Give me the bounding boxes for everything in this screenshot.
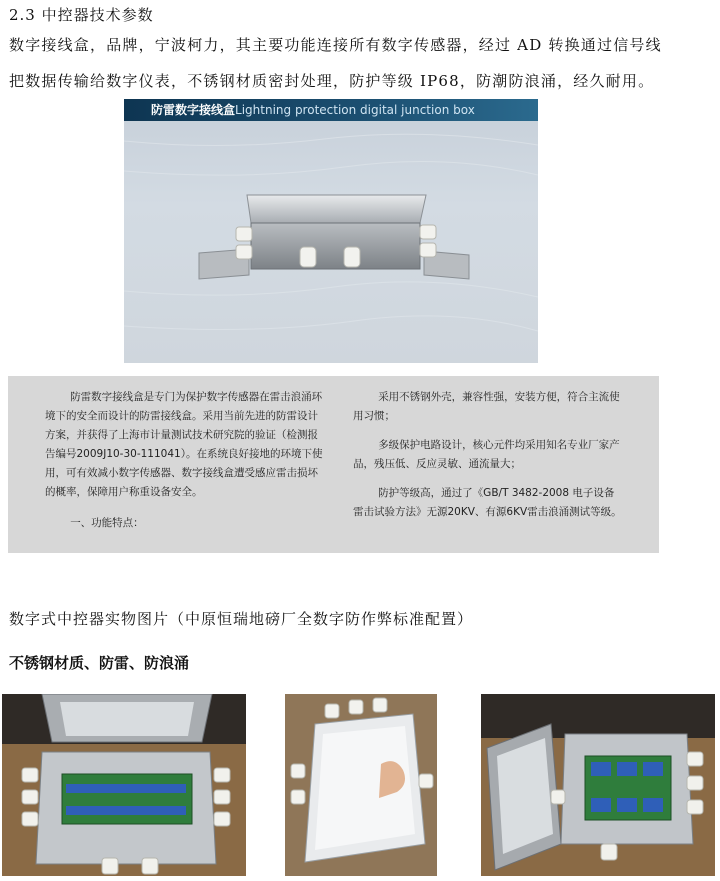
feature-item-1: 采用不锈钢外壳，兼容性强，安装方便，符合主流使用习惯； [353,391,620,422]
description-paragraph: 防雷数字接线盒是专门为保护数字传感器在雷击浪涌环境下的安全而设计的防雷接线盒。采用当前先进的防雷设计方案，并获得了上海市计量测试技术研究院的验证（检测报告编号2009J10-30-111041）。在系统良好接地的环境下使用，可有效减小数字传感器、数字接线盒遭受感应雷击损坏的概率，保障用户称重设备安全。 [45,391,323,498]
photo-open-junction-box [2,694,246,876]
feature-item-3: 防护等级高，通过了《GB/T 3482-2008 电子设备雷击试验方法》无源20KV、有源6KV雷击浪涌测试等级。 [353,487,622,518]
description-right-column [353,388,623,522]
description-left-column [45,388,328,533]
feature-item-2: 多级保护电路设计，核心元件均采用知名专业厂家产品，残压低、反应灵敏、通流量大； [353,439,620,470]
banner-title-cn: 防雷数字接线盒 [151,103,236,117]
junction-box-illustration [124,121,538,363]
photo-pcb-junction-box [481,694,715,876]
product-banner-image [124,99,538,363]
features-subheading: 一、功能特点： [70,517,144,529]
intro-line-1: 数字接线盒，品牌，宁波柯力，其主要功能连接所有数字传感器，经过 AD 转换通过信号线 [9,36,662,54]
description-box [8,376,659,553]
photo-closed-junction-box [285,694,437,876]
section-heading: 2.3 中控器技术参数 [9,6,154,24]
intro-line-2: 把数据传输给数字仪表，不锈钢材质密封处理，防护等级 IP68，防潮防浪涌，经久耐用。 [9,72,655,90]
photos-section-title: 数字式中控器实物图片（中原恒瑞地磅厂全数字防作弊标准配置） [9,610,474,628]
features-title: 不锈钢材质、防雷、防浪涌 [9,654,190,672]
banner-title-bar [124,99,538,121]
banner-title-en: Lightning protection digital junction box [235,103,475,117]
